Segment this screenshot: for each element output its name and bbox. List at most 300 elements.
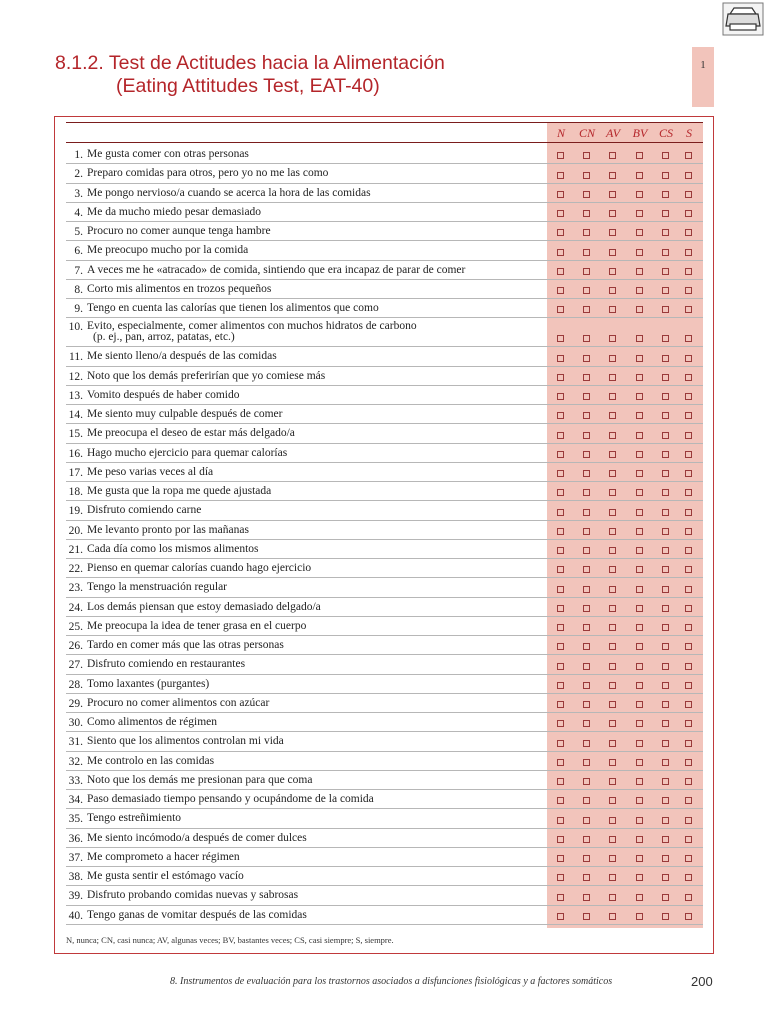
response-checkbox-av[interactable] — [609, 528, 616, 535]
title-line-1: 8.1.2. Test de Actitudes hacia la Alimentación — [55, 52, 445, 74]
response-checkbox-s[interactable] — [685, 229, 692, 236]
item-text-line: Paso demasiado tiempo pensando y ocupándome de la comida — [87, 793, 374, 805]
response-checkbox-cs[interactable] — [662, 778, 669, 785]
table-row — [66, 145, 703, 164]
response-checkbox-cn[interactable] — [583, 855, 590, 862]
response-checkbox-bv[interactable] — [636, 509, 643, 516]
response-checkbox-cn[interactable] — [583, 489, 590, 496]
response-checkbox-av[interactable] — [609, 412, 616, 419]
printer-icon[interactable] — [722, 2, 764, 36]
response-checkbox-bv[interactable] — [636, 778, 643, 785]
legend: N, nunca; CN, casi nunca; AV, algunas veces; BV, bastantes veces; CS, casi siempre; S, siempre. — [66, 935, 394, 945]
response-checkbox-cs[interactable] — [662, 470, 669, 477]
response-checkbox-bv[interactable] — [636, 817, 643, 824]
response-checkbox-cn[interactable] — [583, 874, 590, 881]
response-checkbox-n[interactable] — [557, 489, 564, 496]
response-checkbox-cn[interactable] — [583, 306, 590, 313]
item-number: 27. — [68, 659, 83, 672]
response-checkbox-n[interactable] — [557, 663, 564, 670]
response-checkbox-bv[interactable] — [636, 210, 643, 217]
response-checkbox-n[interactable] — [557, 624, 564, 631]
response-checkbox-cs[interactable] — [662, 874, 669, 881]
response-checkbox-n[interactable] — [557, 797, 564, 804]
response-checkbox-cs[interactable] — [662, 355, 669, 362]
response-checkbox-cs[interactable] — [662, 335, 669, 342]
response-checkbox-s[interactable] — [685, 172, 692, 179]
item-text-line: Vomito después de haber comido — [87, 388, 240, 401]
response-checkbox-cn[interactable] — [583, 451, 590, 458]
response-checkbox-bv[interactable] — [636, 470, 643, 477]
response-checkbox-s[interactable] — [685, 374, 692, 381]
item-text-line: Me preocupo mucho por la comida — [87, 244, 249, 257]
response-checkbox-bv[interactable] — [636, 451, 643, 458]
response-checkbox-cs[interactable] — [662, 528, 669, 535]
response-checkbox-av[interactable] — [609, 268, 616, 275]
item-text-line: Preparo comidas para otros, pero yo no me las como — [87, 167, 329, 180]
response-checkbox-av[interactable] — [609, 335, 616, 342]
response-checkbox-cn[interactable] — [583, 210, 590, 217]
response-checkbox-cn[interactable] — [583, 913, 590, 920]
response-checkbox-n[interactable] — [557, 268, 564, 275]
item-number: 6. — [74, 245, 83, 258]
response-checkbox-cs[interactable] — [662, 287, 669, 294]
response-checkbox-cn[interactable] — [583, 229, 590, 236]
response-checkbox-cn[interactable] — [583, 172, 590, 179]
response-checkbox-cn[interactable] — [583, 470, 590, 477]
table-row — [66, 578, 703, 597]
item-number: 11. — [69, 351, 83, 364]
response-checkbox-cn[interactable] — [583, 191, 590, 198]
column-header-bv: BV — [632, 126, 648, 140]
response-checkbox-s[interactable] — [685, 432, 692, 439]
response-checkbox-av[interactable] — [609, 874, 616, 881]
response-checkbox-bv[interactable] — [636, 913, 643, 920]
response-checkbox-av[interactable] — [609, 229, 616, 236]
response-checkbox-cn[interactable] — [583, 412, 590, 419]
item-text — [87, 467, 537, 478]
response-checkbox-bv[interactable] — [636, 489, 643, 496]
response-checkbox-bv[interactable] — [636, 740, 643, 747]
item-text-line-2: (p. ej., pan, arroz, patatas, etc.) — [93, 331, 235, 344]
response-checkbox-n[interactable] — [557, 566, 564, 573]
response-checkbox-cs[interactable] — [662, 586, 669, 593]
response-checkbox-s[interactable] — [685, 894, 692, 901]
item-text-line: A veces me he «atracado» de comida, sintiendo que era incapaz de parar de comer — [87, 263, 466, 276]
response-checkbox-bv[interactable] — [636, 306, 643, 313]
response-checkbox-cs[interactable] — [662, 720, 669, 727]
response-checkbox-cs[interactable] — [662, 172, 669, 179]
response-checkbox-s[interactable] — [685, 287, 692, 294]
table-row — [66, 906, 703, 925]
item-text-line: Me gusta sentir el estómago vacío — [87, 870, 244, 882]
table-row — [66, 203, 703, 222]
response-checkbox-n[interactable] — [557, 586, 564, 593]
response-checkbox-cs[interactable] — [662, 682, 669, 689]
response-checkbox-n[interactable] — [557, 210, 564, 217]
response-checkbox-bv[interactable] — [636, 528, 643, 535]
response-checkbox-cn[interactable] — [583, 374, 590, 381]
response-checkbox-cs[interactable] — [662, 210, 669, 217]
response-checkbox-cs[interactable] — [662, 836, 669, 843]
response-checkbox-s[interactable] — [685, 335, 692, 342]
response-checkbox-n[interactable] — [557, 874, 564, 881]
item-number: 25. — [68, 620, 83, 633]
item-text — [87, 207, 537, 218]
response-checkbox-s[interactable] — [685, 624, 692, 631]
response-checkbox-n[interactable] — [557, 249, 564, 256]
response-checkbox-s[interactable] — [685, 855, 692, 862]
response-checkbox-bv[interactable] — [636, 335, 643, 342]
response-checkbox-n[interactable] — [557, 470, 564, 477]
response-checkbox-cs[interactable] — [662, 759, 669, 766]
response-checkbox-av[interactable] — [609, 355, 616, 362]
response-checkbox-av[interactable] — [609, 913, 616, 920]
table-row — [66, 617, 703, 636]
response-checkbox-s[interactable] — [685, 509, 692, 516]
response-checkbox-s[interactable] — [685, 759, 692, 766]
column-header-s: S — [686, 126, 692, 140]
response-checkbox-s[interactable] — [685, 355, 692, 362]
response-checkbox-n[interactable] — [557, 152, 564, 159]
response-checkbox-bv[interactable] — [636, 268, 643, 275]
response-checkbox-s[interactable] — [685, 489, 692, 496]
response-checkbox-cs[interactable] — [662, 701, 669, 708]
item-text-line: Me da mucho miedo pesar demasiado — [87, 205, 262, 218]
item-number: 18. — [68, 486, 83, 498]
response-checkbox-s[interactable] — [685, 412, 692, 419]
response-checkbox-cs[interactable] — [662, 547, 669, 554]
response-checkbox-n[interactable] — [557, 393, 564, 400]
response-checkbox-s[interactable] — [685, 152, 692, 159]
response-checkbox-cn[interactable] — [583, 682, 590, 689]
response-checkbox-n[interactable] — [557, 836, 564, 843]
response-checkbox-n[interactable] — [557, 720, 564, 727]
response-checkbox-n[interactable] — [557, 759, 564, 766]
response-checkbox-bv[interactable] — [636, 682, 643, 689]
response-checkbox-s[interactable] — [685, 836, 692, 843]
response-checkbox-n[interactable] — [557, 287, 564, 294]
response-checkbox-av[interactable] — [609, 720, 616, 727]
response-checkbox-av[interactable] — [609, 306, 616, 313]
response-checkbox-s[interactable] — [685, 210, 692, 217]
response-checkbox-bv[interactable] — [636, 287, 643, 294]
response-checkbox-s[interactable] — [685, 191, 692, 198]
response-checkbox-av[interactable] — [609, 210, 616, 217]
response-checkbox-cs[interactable] — [662, 894, 669, 901]
response-checkbox-s[interactable] — [685, 797, 692, 804]
response-checkbox-bv[interactable] — [636, 836, 643, 843]
response-checkbox-s[interactable] — [685, 547, 692, 554]
response-checkbox-av[interactable] — [609, 191, 616, 198]
response-checkbox-cs[interactable] — [662, 268, 669, 275]
response-checkbox-s[interactable] — [685, 306, 692, 313]
response-checkbox-cs[interactable] — [662, 229, 669, 236]
response-checkbox-bv[interactable] — [636, 547, 643, 554]
response-checkbox-av[interactable] — [609, 855, 616, 862]
response-checkbox-cn[interactable] — [583, 509, 590, 516]
response-checkbox-n[interactable] — [557, 509, 564, 516]
item-number: 34. — [68, 794, 83, 806]
table-row — [66, 222, 703, 241]
response-checkbox-cn[interactable] — [583, 778, 590, 785]
response-checkbox-bv[interactable] — [636, 643, 643, 650]
response-checkbox-cs[interactable] — [662, 624, 669, 631]
response-checkbox-cn[interactable] — [583, 249, 590, 256]
response-checkbox-cs[interactable] — [662, 740, 669, 747]
response-checkbox-n[interactable] — [557, 701, 564, 708]
item-text — [87, 265, 537, 276]
item-text-line: Tengo estreñimiento — [87, 812, 182, 825]
response-checkbox-n[interactable] — [557, 682, 564, 689]
item-text-line: Me preocupa la idea de tener grasa en el cuerpo — [87, 619, 307, 632]
response-checkbox-s[interactable] — [685, 817, 692, 824]
response-checkbox-bv[interactable] — [636, 586, 643, 593]
response-checkbox-av[interactable] — [609, 566, 616, 573]
response-checkbox-n[interactable] — [557, 335, 564, 342]
response-checkbox-n[interactable] — [557, 306, 564, 313]
response-checkbox-av[interactable] — [609, 778, 616, 785]
response-checkbox-bv[interactable] — [636, 855, 643, 862]
response-checkbox-n[interactable] — [557, 412, 564, 419]
response-checkbox-cs[interactable] — [662, 797, 669, 804]
response-checkbox-cs[interactable] — [662, 817, 669, 824]
response-checkbox-av[interactable] — [609, 451, 616, 458]
response-checkbox-n[interactable] — [557, 894, 564, 901]
item-text — [87, 833, 537, 844]
response-checkbox-s[interactable] — [685, 682, 692, 689]
item-number: 15. — [68, 428, 83, 441]
response-checkbox-s[interactable] — [685, 393, 692, 400]
response-checkbox-bv[interactable] — [636, 249, 643, 256]
response-checkbox-bv[interactable] — [636, 874, 643, 881]
response-checkbox-cs[interactable] — [662, 605, 669, 612]
item-text — [87, 890, 537, 901]
response-checkbox-cn[interactable] — [583, 797, 590, 804]
response-checkbox-cn[interactable] — [583, 759, 590, 766]
response-checkbox-cs[interactable] — [662, 913, 669, 920]
response-checkbox-bv[interactable] — [636, 759, 643, 766]
response-checkbox-cs[interactable] — [662, 663, 669, 670]
response-checkbox-s[interactable] — [685, 874, 692, 881]
item-text — [87, 245, 537, 256]
response-checkbox-av[interactable] — [609, 797, 616, 804]
response-checkbox-cs[interactable] — [662, 489, 669, 496]
response-checkbox-s[interactable] — [685, 470, 692, 477]
response-checkbox-bv[interactable] — [636, 393, 643, 400]
response-checkbox-s[interactable] — [685, 451, 692, 458]
response-checkbox-av[interactable] — [609, 374, 616, 381]
response-checkbox-bv[interactable] — [636, 152, 643, 159]
response-checkbox-cs[interactable] — [662, 566, 669, 573]
table-row — [66, 299, 703, 318]
response-checkbox-s[interactable] — [685, 643, 692, 650]
response-checkbox-av[interactable] — [609, 586, 616, 593]
item-text — [87, 640, 537, 651]
item-text-line: Me siento muy culpable después de comer — [87, 408, 283, 420]
response-checkbox-n[interactable] — [557, 191, 564, 198]
response-checkbox-bv[interactable] — [636, 191, 643, 198]
response-checkbox-cs[interactable] — [662, 509, 669, 516]
response-checkbox-cn[interactable] — [583, 643, 590, 650]
response-checkbox-n[interactable] — [557, 374, 564, 381]
response-checkbox-cn[interactable] — [583, 268, 590, 275]
response-checkbox-cs[interactable] — [662, 451, 669, 458]
response-checkbox-cn[interactable] — [583, 335, 590, 342]
response-checkbox-s[interactable] — [685, 740, 692, 747]
response-checkbox-cs[interactable] — [662, 191, 669, 198]
item-text — [87, 284, 537, 295]
item-text — [87, 813, 537, 824]
response-checkbox-av[interactable] — [609, 894, 616, 901]
response-checkbox-cn[interactable] — [583, 432, 590, 439]
title-line-2: (Eating Attitudes Test, EAT-40) — [116, 75, 380, 97]
response-checkbox-cn[interactable] — [583, 720, 590, 727]
response-checkbox-cs[interactable] — [662, 306, 669, 313]
response-checkbox-bv[interactable] — [636, 229, 643, 236]
response-checkbox-bv[interactable] — [636, 663, 643, 670]
item-number: 32. — [68, 755, 83, 768]
response-checkbox-n[interactable] — [557, 778, 564, 785]
response-checkbox-s[interactable] — [685, 605, 692, 612]
response-checkbox-cs[interactable] — [662, 412, 669, 419]
response-checkbox-cn[interactable] — [583, 624, 590, 631]
response-checkbox-cs[interactable] — [662, 855, 669, 862]
response-checkbox-n[interactable] — [557, 229, 564, 236]
response-checkbox-av[interactable] — [609, 624, 616, 631]
response-checkbox-av[interactable] — [609, 249, 616, 256]
response-checkbox-bv[interactable] — [636, 566, 643, 573]
item-text-line: Tengo ganas de vomitar después de las comidas — [87, 908, 307, 921]
response-checkbox-s[interactable] — [685, 701, 692, 708]
table-row — [66, 675, 703, 694]
response-checkbox-cs[interactable] — [662, 374, 669, 381]
response-checkbox-cn[interactable] — [583, 836, 590, 843]
response-checkbox-bv[interactable] — [636, 432, 643, 439]
table-row — [66, 540, 703, 559]
response-checkbox-bv[interactable] — [636, 894, 643, 901]
response-checkbox-n[interactable] — [557, 740, 564, 747]
item-number: 26. — [68, 640, 83, 652]
response-checkbox-s[interactable] — [685, 528, 692, 535]
response-checkbox-cn[interactable] — [583, 547, 590, 554]
item-text — [87, 852, 537, 863]
response-checkbox-s[interactable] — [685, 249, 692, 256]
response-checkbox-av[interactable] — [609, 836, 616, 843]
response-checkbox-av[interactable] — [609, 287, 616, 294]
response-checkbox-av[interactable] — [609, 393, 616, 400]
response-checkbox-s[interactable] — [685, 586, 692, 593]
response-checkbox-av[interactable] — [609, 605, 616, 612]
response-checkbox-n[interactable] — [557, 432, 564, 439]
response-checkbox-n[interactable] — [557, 355, 564, 362]
table-row — [66, 405, 703, 424]
response-checkbox-av[interactable] — [609, 682, 616, 689]
response-checkbox-bv[interactable] — [636, 374, 643, 381]
response-checkbox-av[interactable] — [609, 547, 616, 554]
response-checkbox-cn[interactable] — [583, 355, 590, 362]
response-checkbox-cn[interactable] — [583, 152, 590, 159]
response-checkbox-n[interactable] — [557, 643, 564, 650]
item-text-line: Me preocupa el deseo de estar más delgado/a — [87, 427, 295, 440]
response-checkbox-n[interactable] — [557, 172, 564, 179]
item-number: 38. — [68, 871, 83, 883]
response-checkbox-s[interactable] — [685, 720, 692, 727]
response-checkbox-s[interactable] — [685, 268, 692, 275]
item-text — [87, 794, 537, 805]
response-checkbox-cn[interactable] — [583, 528, 590, 535]
response-checkbox-n[interactable] — [557, 913, 564, 920]
response-checkbox-bv[interactable] — [636, 797, 643, 804]
response-checkbox-n[interactable] — [557, 817, 564, 824]
response-checkbox-cs[interactable] — [662, 432, 669, 439]
response-checkbox-av[interactable] — [609, 817, 616, 824]
response-checkbox-bv[interactable] — [636, 412, 643, 419]
table-row — [66, 694, 703, 713]
response-checkbox-cn[interactable] — [583, 894, 590, 901]
item-number: 28. — [68, 678, 83, 691]
item-text — [87, 717, 537, 728]
response-checkbox-av[interactable] — [609, 432, 616, 439]
response-checkbox-av[interactable] — [609, 740, 616, 747]
response-checkbox-cn[interactable] — [583, 663, 590, 670]
response-checkbox-n[interactable] — [557, 451, 564, 458]
response-checkbox-cn[interactable] — [583, 287, 590, 294]
response-checkbox-cs[interactable] — [662, 249, 669, 256]
response-checkbox-av[interactable] — [609, 509, 616, 516]
response-checkbox-bv[interactable] — [636, 355, 643, 362]
response-checkbox-cn[interactable] — [583, 605, 590, 612]
item-text — [87, 698, 537, 709]
response-checkbox-av[interactable] — [609, 470, 616, 477]
response-checkbox-cn[interactable] — [583, 566, 590, 573]
response-checkbox-n[interactable] — [557, 855, 564, 862]
response-checkbox-av[interactable] — [609, 701, 616, 708]
response-checkbox-cs[interactable] — [662, 393, 669, 400]
response-checkbox-av[interactable] — [609, 172, 616, 179]
response-checkbox-bv[interactable] — [636, 605, 643, 612]
response-checkbox-n[interactable] — [557, 547, 564, 554]
response-checkbox-cn[interactable] — [583, 393, 590, 400]
item-number: 16. — [68, 447, 83, 460]
response-checkbox-cn[interactable] — [583, 701, 590, 708]
response-checkbox-n[interactable] — [557, 528, 564, 535]
response-checkbox-n[interactable] — [557, 605, 564, 612]
item-text — [87, 544, 537, 555]
response-checkbox-s[interactable] — [685, 663, 692, 670]
item-number: 24. — [68, 601, 83, 614]
response-checkbox-cn[interactable] — [583, 817, 590, 824]
response-checkbox-av[interactable] — [609, 759, 616, 766]
response-checkbox-av[interactable] — [609, 663, 616, 670]
response-checkbox-bv[interactable] — [636, 701, 643, 708]
response-checkbox-cn[interactable] — [583, 740, 590, 747]
response-checkbox-av[interactable] — [609, 152, 616, 159]
response-checkbox-s[interactable] — [685, 913, 692, 920]
response-checkbox-av[interactable] — [609, 643, 616, 650]
response-checkbox-s[interactable] — [685, 778, 692, 785]
response-checkbox-av[interactable] — [609, 489, 616, 496]
response-checkbox-cs[interactable] — [662, 152, 669, 159]
response-checkbox-cn[interactable] — [583, 586, 590, 593]
item-number: 35. — [68, 813, 83, 826]
item-text-line: Procuro no comer alimentos con azúcar — [87, 696, 270, 709]
item-number: 19. — [68, 505, 83, 518]
response-checkbox-cs[interactable] — [662, 643, 669, 650]
response-checkbox-bv[interactable] — [636, 172, 643, 179]
response-checkbox-bv[interactable] — [636, 720, 643, 727]
response-checkbox-bv[interactable] — [636, 624, 643, 631]
response-checkbox-s[interactable] — [685, 566, 692, 573]
